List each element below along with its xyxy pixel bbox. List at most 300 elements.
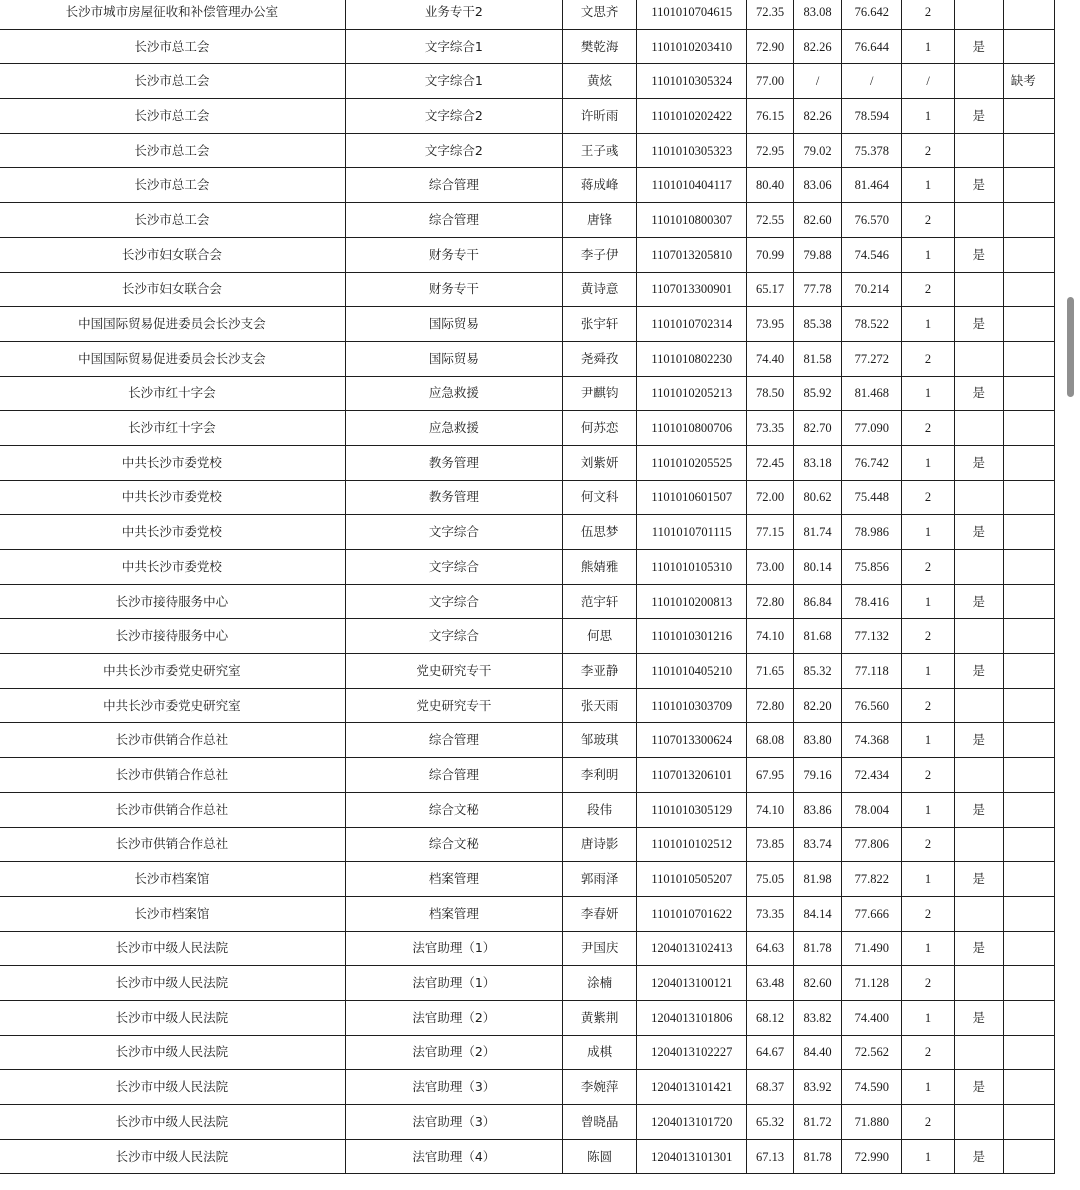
candidate-name-cell: 文思齐: [562, 0, 637, 29]
table-row: [0, 168, 1055, 203]
remark-cell: [1003, 411, 1054, 446]
written-score-cell: 68.12: [746, 1000, 793, 1035]
interview-score-cell: 83.06: [794, 168, 842, 203]
total-score-cell: 77.272: [842, 341, 902, 376]
rank-cell: 1: [902, 29, 954, 64]
ticket-number-cell: 1204013101301: [637, 1139, 746, 1174]
table-row: [0, 237, 1055, 272]
candidate-name-cell: 熊婧雅: [562, 550, 637, 585]
rank-cell: 2: [902, 203, 954, 238]
physical-exam-cell: [954, 133, 1003, 168]
remark-cell: [1003, 376, 1054, 411]
remark-cell: [1003, 99, 1054, 134]
rank-cell: 1: [902, 515, 954, 550]
total-score-cell: 71.490: [842, 931, 902, 966]
remark-cell: [1003, 307, 1054, 342]
total-score-cell: /: [842, 64, 902, 99]
rank-cell: /: [902, 64, 954, 99]
unit-cell: 中共长沙市委党史研究室: [0, 654, 345, 689]
remark-cell: [1003, 584, 1054, 619]
post-cell: 财务专干: [345, 237, 562, 272]
ticket-number-cell: 1101010800706: [637, 411, 746, 446]
rank-cell: 2: [902, 272, 954, 307]
candidate-name-cell: 范宇轩: [562, 584, 637, 619]
physical-exam-cell: 是: [954, 168, 1003, 203]
written-score-cell: 71.65: [746, 654, 793, 689]
interview-score-cell: 77.78: [794, 272, 842, 307]
remark-cell: [1003, 203, 1054, 238]
candidate-name-cell: 邹玻琪: [562, 723, 637, 758]
physical-exam-cell: [954, 550, 1003, 585]
unit-cell: 长沙市中级人民法院: [0, 931, 345, 966]
written-score-cell: 65.32: [746, 1105, 793, 1140]
interview-score-cell: 82.70: [794, 411, 842, 446]
ticket-number-cell: 1204013100121: [637, 966, 746, 1001]
rank-cell: 2: [902, 827, 954, 862]
interview-score-cell: 82.26: [794, 99, 842, 134]
unit-cell: 中国国际贸易促进委员会长沙支会: [0, 307, 345, 342]
remark-cell: [1003, 654, 1054, 689]
candidate-name-cell: 张宇轩: [562, 307, 637, 342]
total-score-cell: 77.666: [842, 896, 902, 931]
ticket-number-cell: 1101010404117: [637, 168, 746, 203]
unit-cell: 长沙市中级人民法院: [0, 1035, 345, 1070]
physical-exam-cell: 是: [954, 376, 1003, 411]
post-cell: 档案管理: [345, 862, 562, 897]
physical-exam-cell: 是: [954, 515, 1003, 550]
table-row: [0, 64, 1055, 99]
rank-cell: 2: [902, 896, 954, 931]
physical-exam-cell: [954, 688, 1003, 723]
candidate-name-cell: 樊乾海: [562, 29, 637, 64]
interview-score-cell: 79.16: [794, 758, 842, 793]
rank-cell: 1: [902, 1000, 954, 1035]
post-cell: 文字综合: [345, 550, 562, 585]
physical-exam-cell: 是: [954, 862, 1003, 897]
unit-cell: 长沙市总工会: [0, 29, 345, 64]
unit-cell: 长沙市红十字会: [0, 376, 345, 411]
physical-exam-cell: [954, 827, 1003, 862]
total-score-cell: 78.986: [842, 515, 902, 550]
total-score-cell: 74.368: [842, 723, 902, 758]
ticket-number-cell: 1101010701622: [637, 896, 746, 931]
post-cell: 国际贸易: [345, 307, 562, 342]
table-row: [0, 133, 1055, 168]
ticket-number-cell: 1101010203410: [637, 29, 746, 64]
total-score-cell: 76.570: [842, 203, 902, 238]
written-score-cell: 80.40: [746, 168, 793, 203]
total-score-cell: 76.644: [842, 29, 902, 64]
physical-exam-cell: 是: [954, 1070, 1003, 1105]
physical-exam-cell: 是: [954, 29, 1003, 64]
written-score-cell: 67.95: [746, 758, 793, 793]
remark-cell: [1003, 0, 1054, 29]
remark-cell: [1003, 550, 1054, 585]
physical-exam-cell: 是: [954, 307, 1003, 342]
table-row: [0, 411, 1055, 446]
table-row: [0, 931, 1055, 966]
remark-cell: [1003, 1070, 1054, 1105]
table-row: [0, 376, 1055, 411]
unit-cell: 中国国际贸易促进委员会长沙支会: [0, 341, 345, 376]
interview-score-cell: 81.78: [794, 931, 842, 966]
rank-cell: 2: [902, 480, 954, 515]
physical-exam-cell: [954, 619, 1003, 654]
interview-score-cell: 81.68: [794, 619, 842, 654]
total-score-cell: 76.742: [842, 445, 902, 480]
rank-cell: 1: [902, 792, 954, 827]
post-cell: 文字综合2: [345, 99, 562, 134]
remark-cell: [1003, 1139, 1054, 1174]
remark-cell: [1003, 480, 1054, 515]
rank-cell: 1: [902, 654, 954, 689]
candidate-name-cell: 刘紫妍: [562, 445, 637, 480]
interview-score-cell: 80.62: [794, 480, 842, 515]
post-cell: 应急救援: [345, 411, 562, 446]
candidate-name-cell: 唐锋: [562, 203, 637, 238]
written-score-cell: 72.00: [746, 480, 793, 515]
unit-cell: 长沙市档案馆: [0, 862, 345, 897]
remark-cell: [1003, 341, 1054, 376]
physical-exam-cell: 是: [954, 445, 1003, 480]
written-score-cell: 64.63: [746, 931, 793, 966]
remark-cell: [1003, 758, 1054, 793]
physical-exam-cell: [954, 1105, 1003, 1140]
total-score-cell: 77.090: [842, 411, 902, 446]
candidate-name-cell: 黄诗意: [562, 272, 637, 307]
total-score-cell: 74.400: [842, 1000, 902, 1035]
rank-cell: 2: [902, 0, 954, 29]
written-score-cell: 72.55: [746, 203, 793, 238]
total-score-cell: 78.004: [842, 792, 902, 827]
unit-cell: 中共长沙市委党校: [0, 515, 345, 550]
candidate-name-cell: 何思: [562, 619, 637, 654]
interview-score-cell: 79.88: [794, 237, 842, 272]
total-score-cell: 75.856: [842, 550, 902, 585]
rank-cell: 1: [902, 168, 954, 203]
total-score-cell: 81.468: [842, 376, 902, 411]
total-score-cell: 78.416: [842, 584, 902, 619]
candidate-name-cell: 成棋: [562, 1035, 637, 1070]
table-row: [0, 1035, 1055, 1070]
table-row: [0, 1105, 1055, 1140]
rank-cell: 2: [902, 133, 954, 168]
table-row: [0, 896, 1055, 931]
written-score-cell: 74.40: [746, 341, 793, 376]
interview-score-cell: 83.18: [794, 445, 842, 480]
written-score-cell: 73.00: [746, 550, 793, 585]
candidate-name-cell: 何苏恋: [562, 411, 637, 446]
ticket-number-cell: 1101010305323: [637, 133, 746, 168]
unit-cell: 长沙市总工会: [0, 133, 345, 168]
ticket-number-cell: 1101010702314: [637, 307, 746, 342]
physical-exam-cell: 是: [954, 1000, 1003, 1035]
candidate-name-cell: 李利明: [562, 758, 637, 793]
unit-cell: 长沙市供销合作总社: [0, 792, 345, 827]
candidate-name-cell: 李婉萍: [562, 1070, 637, 1105]
interview-score-cell: 81.98: [794, 862, 842, 897]
rank-cell: 1: [902, 1139, 954, 1174]
rank-cell: 2: [902, 619, 954, 654]
unit-cell: 长沙市中级人民法院: [0, 1139, 345, 1174]
remark-cell: [1003, 1105, 1054, 1140]
candidate-name-cell: 李春妍: [562, 896, 637, 931]
ticket-number-cell: 1101010303709: [637, 688, 746, 723]
interview-score-cell: 83.92: [794, 1070, 842, 1105]
candidate-name-cell: 李亚静: [562, 654, 637, 689]
scrollbar-thumb[interactable]: [1067, 297, 1074, 397]
interview-score-cell: 86.84: [794, 584, 842, 619]
post-cell: 文字综合1: [345, 64, 562, 99]
written-score-cell: 65.17: [746, 272, 793, 307]
rank-cell: 1: [902, 723, 954, 758]
post-cell: 文字综合2: [345, 133, 562, 168]
ticket-number-cell: 1101010105310: [637, 550, 746, 585]
remark-cell: [1003, 1035, 1054, 1070]
unit-cell: 长沙市红十字会: [0, 411, 345, 446]
physical-exam-cell: 是: [954, 723, 1003, 758]
post-cell: 党史研究专干: [345, 654, 562, 689]
unit-cell: 长沙市中级人民法院: [0, 966, 345, 1001]
written-score-cell: 72.45: [746, 445, 793, 480]
rank-cell: 1: [902, 307, 954, 342]
remark-cell: [1003, 827, 1054, 862]
candidate-name-cell: 郭雨泽: [562, 862, 637, 897]
post-cell: 综合管理: [345, 203, 562, 238]
rank-cell: 2: [902, 411, 954, 446]
remark-cell: [1003, 1000, 1054, 1035]
candidate-name-cell: 段伟: [562, 792, 637, 827]
rank-cell: 2: [902, 341, 954, 376]
table-row: [0, 307, 1055, 342]
candidate-name-cell: 唐诗影: [562, 827, 637, 862]
rank-cell: 1: [902, 584, 954, 619]
written-score-cell: 68.08: [746, 723, 793, 758]
interview-score-cell: 84.14: [794, 896, 842, 931]
physical-exam-cell: [954, 411, 1003, 446]
table-row: [0, 99, 1055, 134]
post-cell: 文字综合: [345, 515, 562, 550]
written-score-cell: 72.80: [746, 584, 793, 619]
table-row: [0, 480, 1055, 515]
post-cell: 文字综合1: [345, 29, 562, 64]
total-score-cell: 77.806: [842, 827, 902, 862]
total-score-cell: 81.464: [842, 168, 902, 203]
written-score-cell: 72.95: [746, 133, 793, 168]
table-row: [0, 1070, 1055, 1105]
candidate-name-cell: 黄紫荆: [562, 1000, 637, 1035]
total-score-cell: 77.118: [842, 654, 902, 689]
rank-cell: 1: [902, 376, 954, 411]
unit-cell: 中共长沙市委党校: [0, 480, 345, 515]
rank-cell: 2: [902, 1105, 954, 1140]
post-cell: 业务专干2: [345, 0, 562, 29]
total-score-cell: 75.448: [842, 480, 902, 515]
total-score-cell: 72.990: [842, 1139, 902, 1174]
unit-cell: 长沙市中级人民法院: [0, 1070, 345, 1105]
post-cell: 综合管理: [345, 723, 562, 758]
table-row: [0, 0, 1055, 29]
written-score-cell: 76.15: [746, 99, 793, 134]
physical-exam-cell: 是: [954, 99, 1003, 134]
remark-cell: [1003, 966, 1054, 1001]
physical-exam-cell: [954, 896, 1003, 931]
physical-exam-cell: [954, 1035, 1003, 1070]
ticket-number-cell: 1101010405210: [637, 654, 746, 689]
unit-cell: 中共长沙市委党校: [0, 445, 345, 480]
ticket-number-cell: 1101010800307: [637, 203, 746, 238]
ticket-number-cell: 1107013300624: [637, 723, 746, 758]
candidate-name-cell: 尹国庆: [562, 931, 637, 966]
ticket-number-cell: 1101010202422: [637, 99, 746, 134]
rank-cell: 1: [902, 445, 954, 480]
vertical-scrollbar[interactable]: [1056, 0, 1080, 1190]
table-row: [0, 827, 1055, 862]
physical-exam-cell: 是: [954, 237, 1003, 272]
unit-cell: 中共长沙市委党校: [0, 550, 345, 585]
post-cell: 教务管理: [345, 445, 562, 480]
post-cell: 法官助理（4）: [345, 1139, 562, 1174]
remark-cell: [1003, 619, 1054, 654]
remark-cell: [1003, 133, 1054, 168]
ticket-number-cell: 1204013101421: [637, 1070, 746, 1105]
candidate-name-cell: 张天雨: [562, 688, 637, 723]
ticket-number-cell: 1101010505207: [637, 862, 746, 897]
physical-exam-cell: [954, 64, 1003, 99]
written-score-cell: 73.35: [746, 411, 793, 446]
written-score-cell: 73.35: [746, 896, 793, 931]
remark-cell: [1003, 792, 1054, 827]
total-score-cell: 71.128: [842, 966, 902, 1001]
written-score-cell: 74.10: [746, 792, 793, 827]
remark-cell: [1003, 862, 1054, 897]
post-cell: 法官助理（3）: [345, 1070, 562, 1105]
ticket-number-cell: 1107013206101: [637, 758, 746, 793]
ticket-number-cell: 1101010200813: [637, 584, 746, 619]
interview-score-cell: 81.74: [794, 515, 842, 550]
candidate-name-cell: 王子彧: [562, 133, 637, 168]
table-row: [0, 1000, 1055, 1035]
unit-cell: 长沙市妇女联合会: [0, 237, 345, 272]
post-cell: 财务专干: [345, 272, 562, 307]
ticket-number-cell: 1204013102227: [637, 1035, 746, 1070]
remark-cell: [1003, 168, 1054, 203]
ticket-number-cell: 1101010601507: [637, 480, 746, 515]
interview-score-cell: 81.72: [794, 1105, 842, 1140]
total-score-cell: 76.642: [842, 0, 902, 29]
rank-cell: 1: [902, 99, 954, 134]
table-row: [0, 862, 1055, 897]
total-score-cell: 77.132: [842, 619, 902, 654]
post-cell: 综合管理: [345, 758, 562, 793]
rank-cell: 1: [902, 931, 954, 966]
ticket-number-cell: 1101010701115: [637, 515, 746, 550]
remark-cell: [1003, 237, 1054, 272]
physical-exam-cell: [954, 272, 1003, 307]
remark-cell: [1003, 272, 1054, 307]
table-row: [0, 654, 1055, 689]
written-score-cell: 70.99: [746, 237, 793, 272]
post-cell: 党史研究专干: [345, 688, 562, 723]
rank-cell: 2: [902, 966, 954, 1001]
total-score-cell: 74.590: [842, 1070, 902, 1105]
remark-cell: [1003, 723, 1054, 758]
total-score-cell: 74.546: [842, 237, 902, 272]
physical-exam-cell: [954, 341, 1003, 376]
interview-score-cell: 82.20: [794, 688, 842, 723]
written-score-cell: 72.80: [746, 688, 793, 723]
remark-cell: [1003, 515, 1054, 550]
physical-exam-cell: 是: [954, 584, 1003, 619]
total-score-cell: 72.562: [842, 1035, 902, 1070]
interview-score-cell: 84.40: [794, 1035, 842, 1070]
candidate-name-cell: 尧舜孜: [562, 341, 637, 376]
rank-cell: 1: [902, 237, 954, 272]
total-score-cell: 78.522: [842, 307, 902, 342]
ticket-number-cell: 1101010205525: [637, 445, 746, 480]
unit-cell: 长沙市供销合作总社: [0, 827, 345, 862]
interview-score-cell: 85.38: [794, 307, 842, 342]
ticket-number-cell: 1204013102413: [637, 931, 746, 966]
interview-score-cell: 83.86: [794, 792, 842, 827]
physical-exam-cell: [954, 480, 1003, 515]
post-cell: 综合管理: [345, 168, 562, 203]
table-row: [0, 341, 1055, 376]
table-row: [0, 584, 1055, 619]
post-cell: 教务管理: [345, 480, 562, 515]
written-score-cell: 64.67: [746, 1035, 793, 1070]
remark-cell: 缺考: [1003, 64, 1054, 99]
post-cell: 文字综合: [345, 619, 562, 654]
rank-cell: 2: [902, 758, 954, 793]
interview-score-cell: 83.80: [794, 723, 842, 758]
written-score-cell: 67.13: [746, 1139, 793, 1174]
written-score-cell: 75.05: [746, 862, 793, 897]
physical-exam-cell: [954, 0, 1003, 29]
post-cell: 应急救援: [345, 376, 562, 411]
candidate-name-cell: 曾晓晶: [562, 1105, 637, 1140]
candidate-name-cell: 何文科: [562, 480, 637, 515]
interview-score-cell: 83.74: [794, 827, 842, 862]
unit-cell: 长沙市中级人民法院: [0, 1105, 345, 1140]
table-row: [0, 723, 1055, 758]
remark-cell: [1003, 688, 1054, 723]
table-row: [0, 272, 1055, 307]
candidate-name-cell: 许昕雨: [562, 99, 637, 134]
table-row: [0, 445, 1055, 480]
table-row: [0, 203, 1055, 238]
post-cell: 法官助理（1）: [345, 931, 562, 966]
candidate-name-cell: 李子伊: [562, 237, 637, 272]
candidate-name-cell: 蒋成峰: [562, 168, 637, 203]
table-row: [0, 1139, 1055, 1174]
unit-cell: 长沙市中级人民法院: [0, 1000, 345, 1035]
unit-cell: 长沙市妇女联合会: [0, 272, 345, 307]
physical-exam-cell: [954, 203, 1003, 238]
written-score-cell: 73.95: [746, 307, 793, 342]
unit-cell: 长沙市档案馆: [0, 896, 345, 931]
rank-cell: 2: [902, 550, 954, 585]
interview-score-cell: 79.02: [794, 133, 842, 168]
written-score-cell: 72.35: [746, 0, 793, 29]
rank-cell: 1: [902, 862, 954, 897]
post-cell: 国际贸易: [345, 341, 562, 376]
ticket-number-cell: 1204013101806: [637, 1000, 746, 1035]
written-score-cell: 68.37: [746, 1070, 793, 1105]
rank-cell: 2: [902, 1035, 954, 1070]
table-row: [0, 688, 1055, 723]
written-score-cell: 63.48: [746, 966, 793, 1001]
